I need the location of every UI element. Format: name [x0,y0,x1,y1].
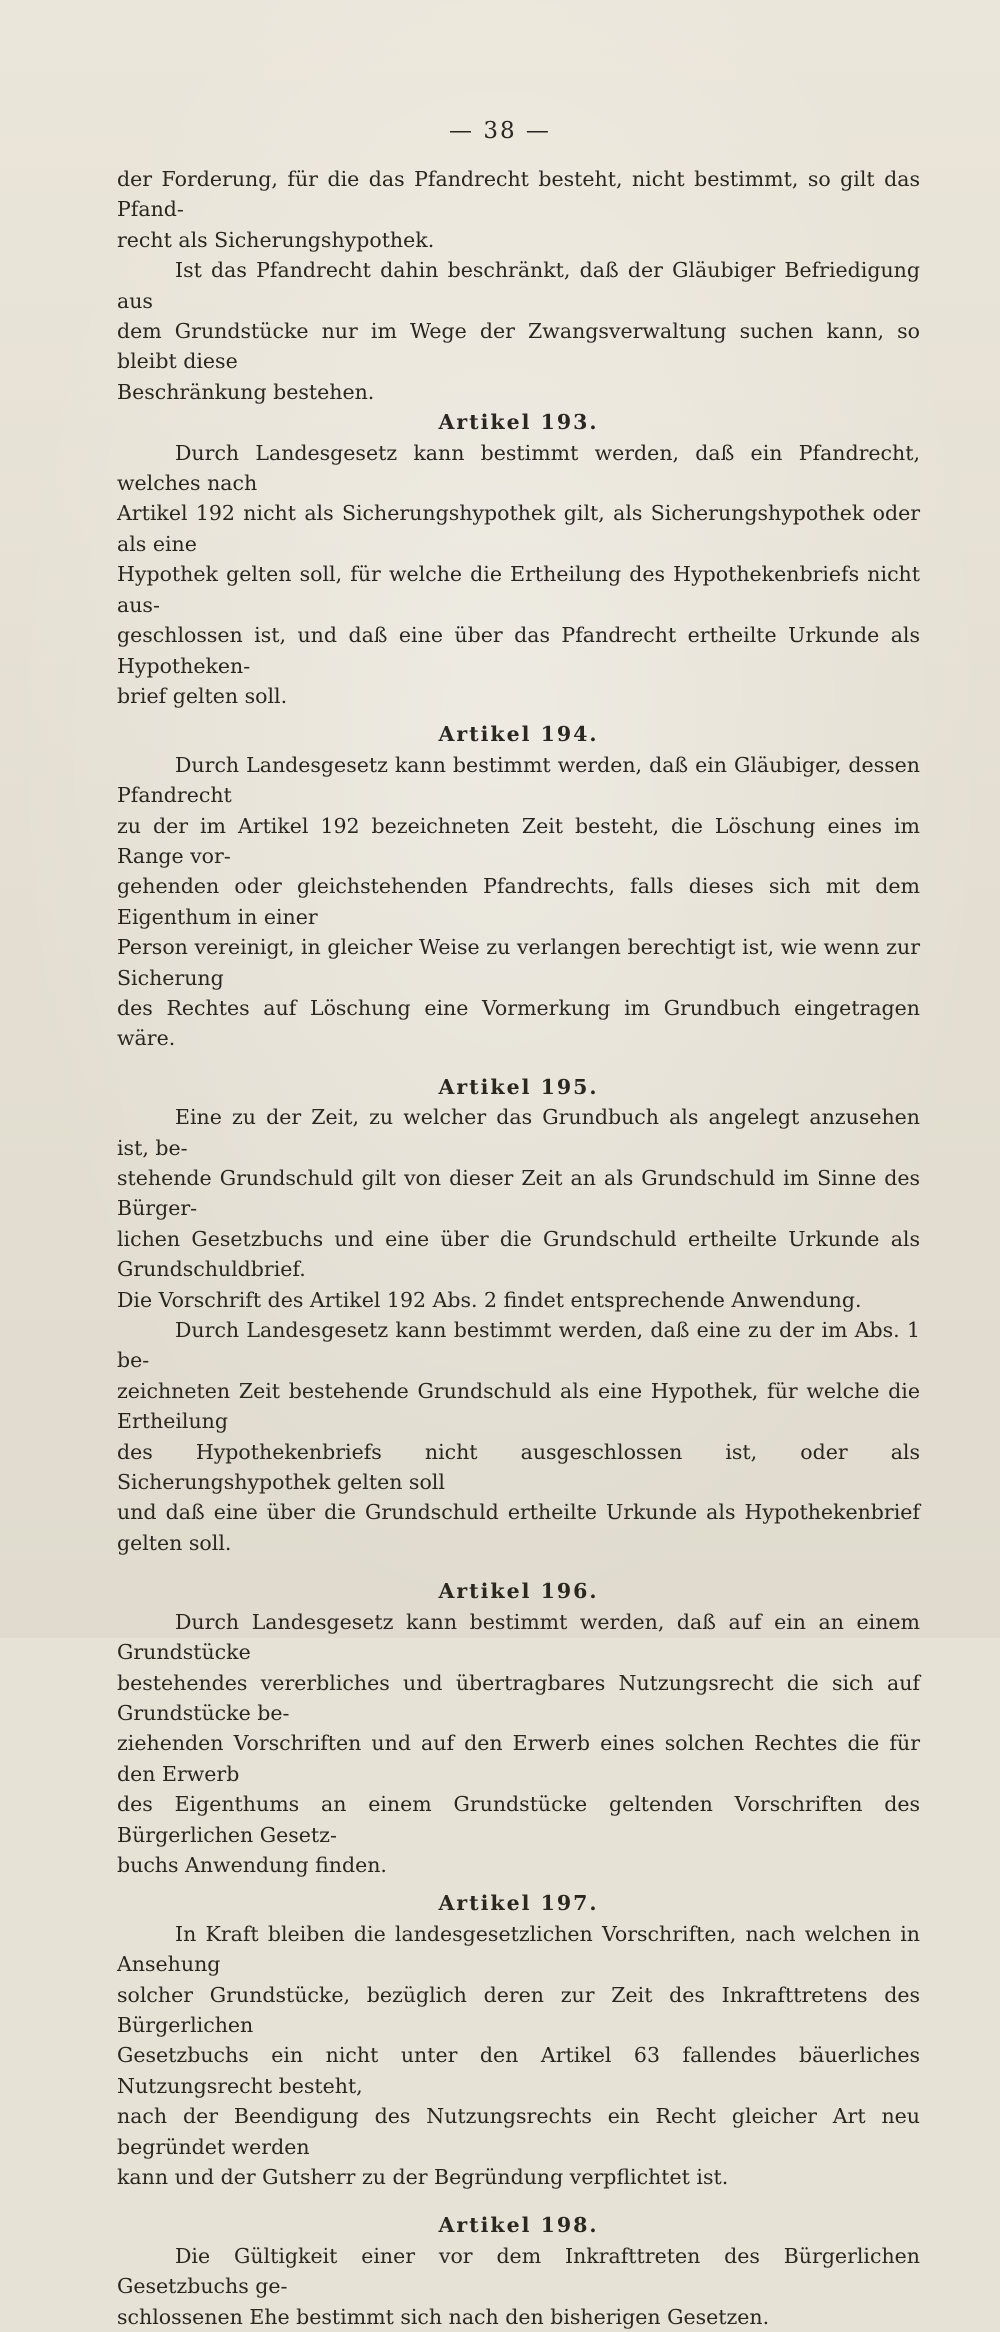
paragraph: Durch Landesgesetz kann bestimmt werden, daß eine zu der im Abs. 1 be- zeichneten Zeit bestehende Grundschuld als eine Hypothek, für welche die Ertheilung des Hypothekenbriefs nicht ausgeschlossen ist, oder als Sicherungshypothek gelten soll und daß eine über die Grundschuld ertheilte Urkunde als Hypothekenbrief gelten soll. [117,1318,920,1555]
article-heading: Artikel 195. [438,1074,599,1099]
paragraph: Eine zu der Zeit, zu welcher das Grundbuch als angelegt anzusehen ist, be- stehende Grundschuld gilt von dieser Zeit an als Grundschuld im Sinne des Bürger- lichen Gesetzbuchs und eine über die Grundschuld ertheilte Urkunde als Grundschuldbrief. Die Vorschrift des Artikel 192 Abs. 2 findet entsprechende Anwendung. [117,1105,920,1312]
paragraph: Die Gültigkeit einer vor dem Inkrafttreten des Bürgerlichen Gesetzbuchs ge- schlossenen Ehe bestimmt sich nach den bisherigen Gesetzen. [117,2243,920,2329]
article-heading: Artikel 197. [438,1891,599,1916]
article-heading: Artikel 198. [438,2213,599,2238]
article-heading: Artikel 193. [438,410,599,435]
paragraph: Ist das Pfandrecht dahin beschränkt, daß der Gläubiger Befriedigung aus dem Grundstücke nur im Wege der Zwangsverwaltung suchen kann, so bleibt diese Beschränkung bestehen. [117,258,920,404]
paragraph: In Kraft bleiben die landesgesetzlichen Vorschriften, nach welchen in Ansehung solcher Grundstücke, bezüglich deren zur Zeit des Inkrafttretens des Bürgerlichen Gesetzbuchs ein nicht unter den Artikel 63 fallendes bäuerliches Nutzungsrecht besteht, nach der Beendigung des Nutzungsrechts ein Recht gleicher Art neu begründet werden kann und der Gutsherr zu der Begründung verpflichtet ist. [117,1921,920,2189]
article-heading: Artikel 196. [438,1579,599,1604]
paragraph: der Forderung, für die das Pfandrecht besteht, nicht bestimmt, so gilt das Pfand- recht als Sicherungshypothek. [117,167,920,252]
body-text [117,164,920,2332]
paragraph: Durch Landesgesetz kann bestimmt werden, daß auf ein an einem Grundstücke bestehendes vererbliches und übertragbares Nutzungsrecht die sich auf Grundstücke be- ziehenden Vorschriften und auf den Erwerb eines solchen Rechtes die für den Erwerb des Eigenthums an einem Grundstücke geltenden Vorschriften des Bürgerlichen Gesetz- buchs Anwendung finden. [117,1609,920,1877]
page-number: — 38 — [449,118,551,144]
article-heading: Artikel 194. [438,722,599,747]
paragraph: Durch Landesgesetz kann bestimmt werden, daß ein Gläubiger, dessen Pfandrecht zu der im Artikel 192 bezeichneten Zeit besteht, die Löschung eines im Range vor- gehenden oder gleichstehenden Pfandrechts, falls dieses sich mit dem Eigenthum in einer Person vereinigt, in gleicher Weise zu verlangen berechtigt ist, wie wenn zur Sicherung des Rechtes auf Löschung eine Vormerkung im Grundbuch eingetragen wäre. [117,752,920,1051]
paragraph: Durch Landesgesetz kann bestimmt werden, daß ein Pfandrecht, welches nach Artikel 192 nicht als Sicherungshypothek gilt, als Sicherungshypothek oder als eine Hypothek gelten soll, für welche die Ertheilung des Hypothekenbriefs nicht aus- geschlossen ist, und daß eine über das Pfandrecht ertheilte Urkunde als Hypotheken- brief gelten soll. [117,440,920,708]
